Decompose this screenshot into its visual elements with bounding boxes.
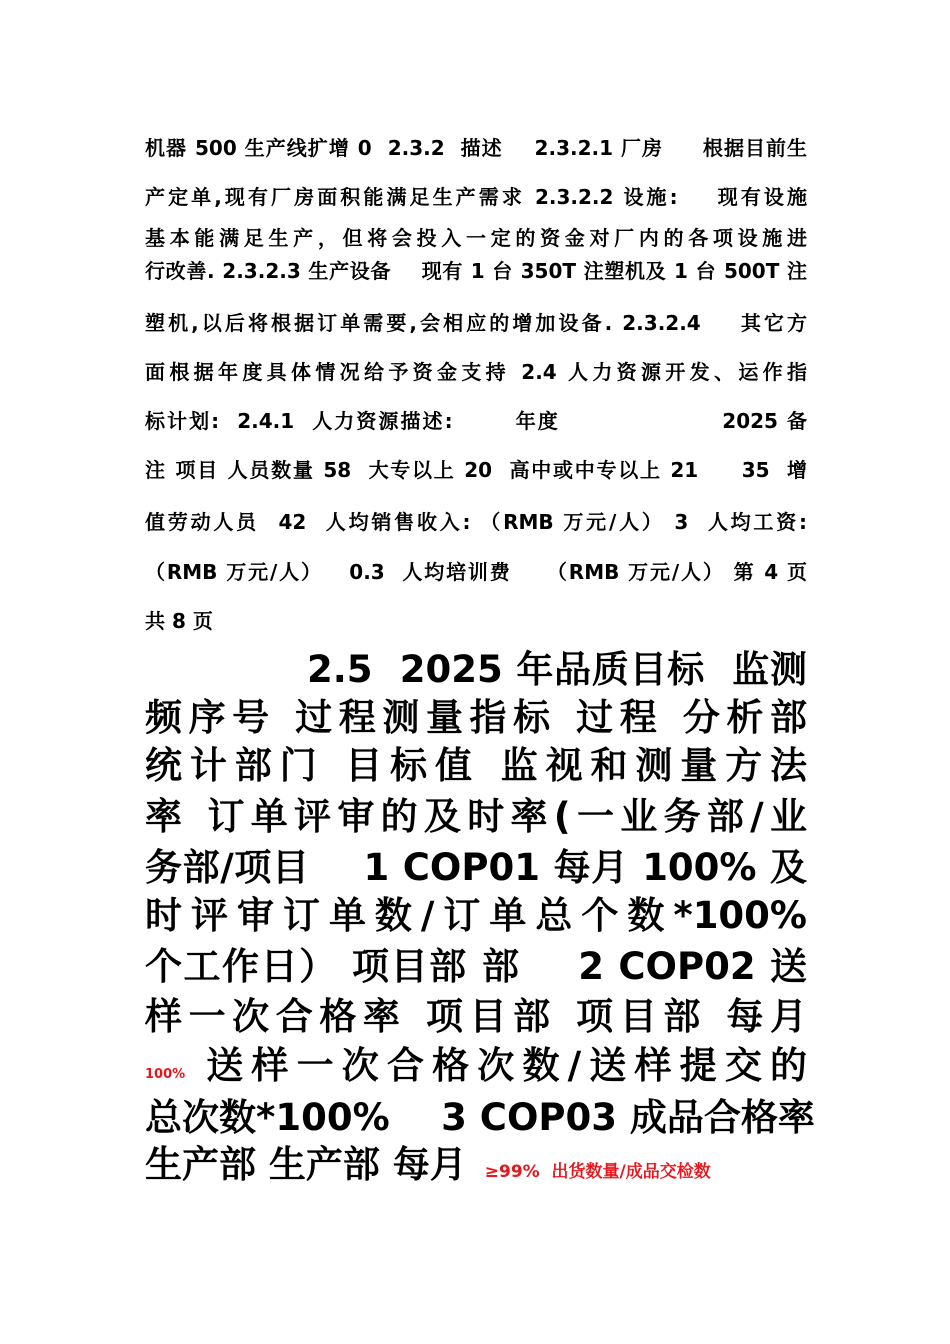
body-line-10: （RMB 万元/人） 0.3 人均培训费 （RMB 万元/人） 第 4 页 — [145, 560, 807, 584]
section-line-4: 率 订单评审的及时率(一业务部/业 — [145, 795, 807, 838]
section-line-11-text: 生产部 生产部 每月 — [145, 1143, 467, 1186]
section-line-3: 统计部门 目标值 监视和测量方法 — [145, 744, 807, 787]
body-line-2: 产定单,现有厂房面积能满足生产需求 2.3.2.2 设施: 现有设施 — [145, 185, 807, 209]
section-line-9 — [145, 1043, 807, 1098]
section-line-8: 样一次合格率 项目部 项目部 每月 — [145, 995, 807, 1038]
body-line-1: 机器 500 生产线扩增 0 2.3.2 描述 2.3.2.1 厂房 根据目前生 — [145, 136, 807, 160]
section-line-10: 总次数*100% 3 COP03 成品合格率 — [145, 1096, 815, 1139]
body-line-11: 共 8 页 — [145, 609, 213, 633]
body-line-7: 标计划: 2.4.1 人力资源描述: 年度 2025 备 — [145, 409, 807, 433]
body-line-5: 塑机,以后将根据订单需要,会相应的增加设备. 2.3.2.4 其它方 — [145, 311, 807, 335]
body-line-8: 注 项目 人员数量 58 大专以上 20 高中或中专以上 21 35 增 — [145, 458, 807, 482]
section-line-11 — [145, 1142, 807, 1195]
body-line-3: 基本能满足生产，但将会投入一定的资金对厂内的各项设施进 — [145, 226, 807, 250]
section-line-9-text: 送样一次合格次数/送样提交的 — [206, 1044, 807, 1087]
body-line-4: 行改善. 2.3.2.3 生产设备 现有 1 台 350T 注塑机及 1 台 500T 注 — [145, 259, 807, 283]
highlight-target-99: ≥99% 出货数量/成品交检数 — [484, 1162, 711, 1182]
section-line-5: 务部/项目 1 COP01 每月 100% 及 — [145, 846, 807, 889]
section-line-6: 时评审订单数/订单总个数*100% — [145, 894, 807, 937]
section-line-2: 频序号 过程测量指标 过程 分析部 — [145, 696, 807, 739]
body-line-9: 值劳动人员 42 人均销售收入: （RMB 万元/人） 3 人均工资: — [145, 510, 807, 534]
section-heading-line-1: 2.5 2025 年品质目标 监测 — [307, 648, 807, 691]
section-line-7: 个工作日） 项目部 部 2 COP02 送 — [145, 945, 807, 988]
highlight-value-100: 100% — [145, 1067, 186, 1082]
body-line-6: 面根据年度具体情况给予资金支持 2.4 人力资源开发、运作指 — [145, 360, 807, 384]
